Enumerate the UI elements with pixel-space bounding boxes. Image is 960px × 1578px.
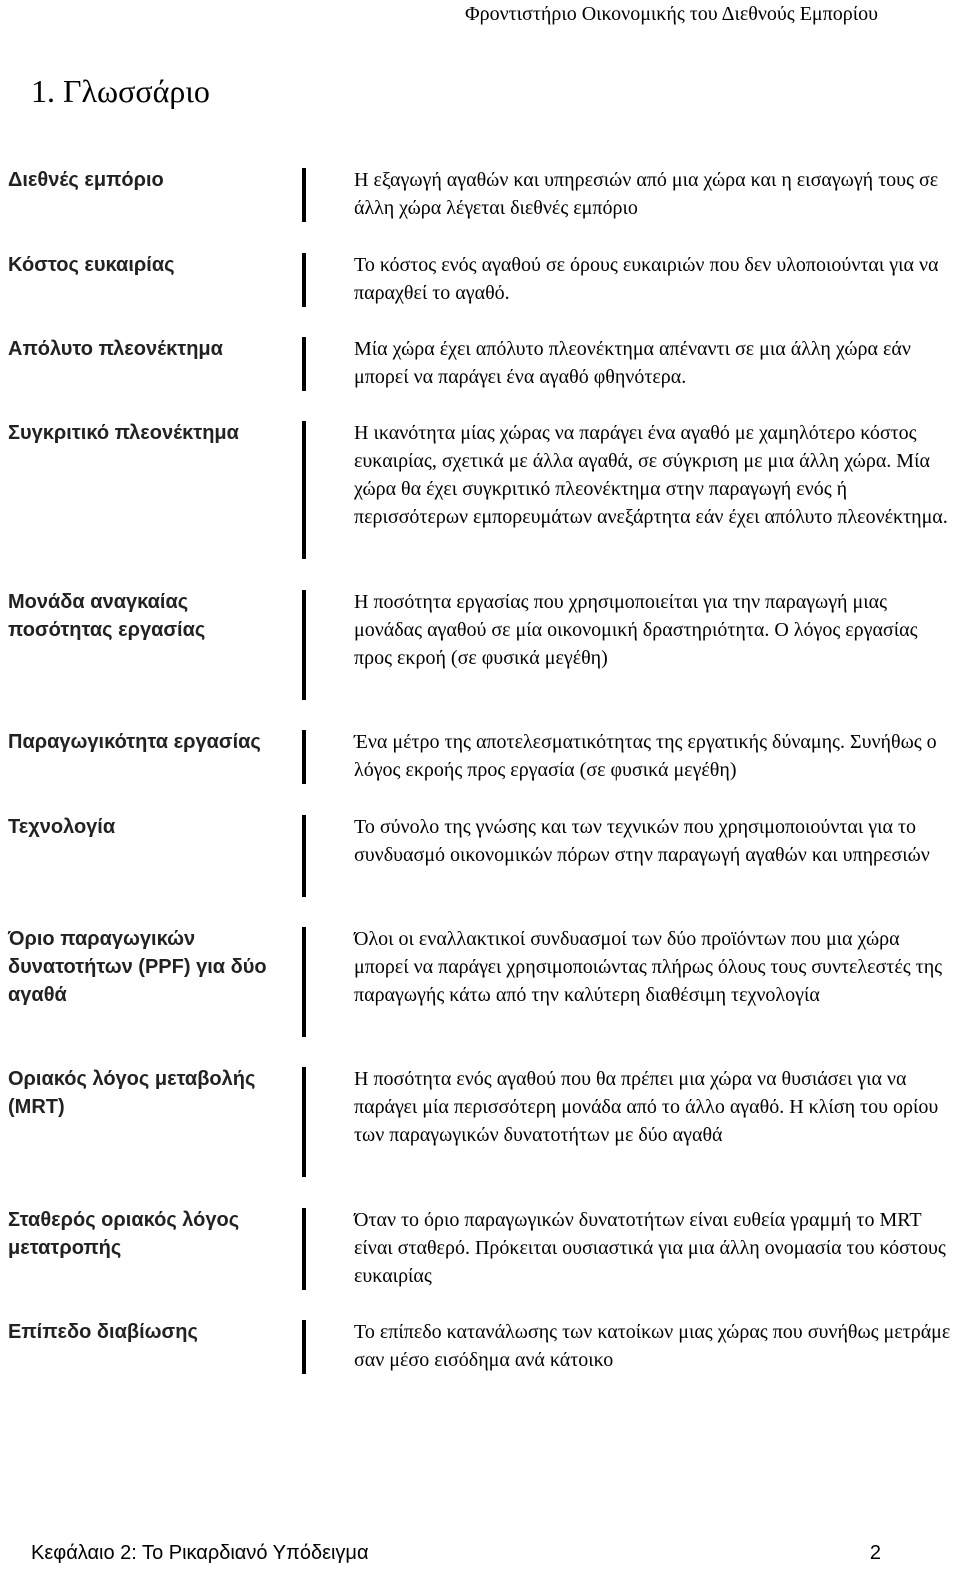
separator-bar: [302, 253, 306, 307]
page-number: 2: [869, 1542, 881, 1564]
separator-bar: [302, 168, 306, 222]
glossary-term: Συγκριτικό πλεονέκτημα: [8, 422, 239, 444]
glossary-term: Όριο παραγωγικών δυνατοτήτων (PPF) για δύο αγαθά: [8, 928, 267, 1006]
glossary-definition: Μία χώρα έχει απόλυτο πλεονέκτημα απέναντι σε μια άλλη χώρα εάν μπορεί να παράγει ένα αγαθό φθηνότερα.: [354, 338, 911, 388]
glossary-definition: Όταν το όριο παραγωγικών δυνατοτήτων είναι ευθεία γραμμή το MRT είναι σταθερό. Πρόκειται ουσιαστικά για μια άλλη ονομασία του κόστους ευκαιρίας: [354, 1209, 946, 1287]
page-header: Φροντιστήριο Οικονομικής του Διεθνούς Εμπορίου: [465, 3, 878, 25]
glossary-term: Απόλυτο πλεονέκτημα: [8, 338, 223, 360]
section-title: 1. Γλωσσάριο: [31, 73, 210, 109]
glossary-definition: Ένα μέτρο της αποτελεσματικότητας της εργατικής δύναμης. Συνήθως ο λόγος εκροής προς εργασία (σε φυσικά μεγέθη): [354, 731, 937, 781]
glossary-definition: Η ποσότητα εργασίας που χρησιμοποιείται για την παραγωγή μιας μονάδας αγαθού σε μία οικονομική δραστηριότητα. Ο λόγος εργασίας προς εκροή (σε φυσικά μεγέθη): [354, 591, 918, 669]
glossary-term: Παραγωγικότητα εργασίας: [8, 731, 261, 753]
glossary-definition: Το κόστος ενός αγαθού σε όρους ευκαιριών που δεν υλοποιούνται για να παραχθεί το αγαθό.: [354, 254, 939, 304]
separator-bar: [302, 730, 306, 784]
glossary-definition: Το σύνολο της γνώσης και των τεχνικών που χρησιμοποιούνται για το συνδυασμό οικονομικών πόρων στην παραγωγή αγαθών και υπηρεσιών: [354, 816, 930, 866]
glossary-definition: Η ικανότητα μίας χώρας να παράγει ένα αγαθό με χαμηλότερο κόστος ευκαιρίας, σχετικά με άλλα αγαθά, σε σύγκριση με μια άλλη χώρα. Μία χώρα θα έχει συγκριτικό πλεονέκτημα στην παραγωγή ενός ή περισσότερων εμπορευμάτων ανεξάρτητα εάν έχει απόλυτο πλεονέκτημα.: [354, 422, 948, 528]
separator-bar: [302, 1320, 306, 1374]
separator-bar: [302, 590, 306, 700]
glossary-term: Σταθερός οριακός λόγος μετατροπής: [8, 1209, 240, 1259]
glossary-definition: Όλοι οι εναλλακτικοί συνδυασμοί των δύο προϊόντων που μια χώρα μπορεί να παράγει χρησιμοποιώντας πλήρως όλους τους συντελεστές της παραγωγής κάτω από την καλύτερη διαθέσιμη τεχνολογία: [354, 928, 943, 1006]
footer-chapter: Κεφάλαιο 2: Το Ρικαρδιανό Υπόδειγμα: [31, 1542, 369, 1564]
glossary-definition: Το επίπεδο κατανάλωσης των κατοίκων μιας χώρας που συνήθως μετράμε σαν μέσο εισόδημα ανά κάτοικο: [354, 1321, 951, 1371]
separator-bar: [302, 927, 306, 1037]
separator-bar: [302, 1067, 306, 1177]
separator-bar: [302, 337, 306, 391]
glossary-term: Διεθνές εμπόριο: [8, 169, 164, 191]
glossary-term: Τεχνολογία: [8, 816, 116, 838]
glossary-term: Επίπεδο διαβίωσης: [8, 1321, 198, 1343]
separator-bar: [302, 815, 306, 897]
glossary-definition: Η εξαγωγή αγαθών και υπηρεσιών από μια χώρα και η εισαγωγή τους σε άλλη χώρα λέγεται διεθνές εμπόριο: [354, 169, 939, 219]
glossary-term: Οριακός λόγος μεταβολής (MRT): [8, 1068, 256, 1118]
glossary-term: Κόστος ευκαιρίας: [8, 254, 175, 276]
separator-bar: [302, 1208, 306, 1290]
glossary-definition: Η ποσότητα ενός αγαθού που θα πρέπει μια χώρα να θυσιάσει για να παράγει μία περισσότερη μονάδα από το άλλο αγαθό. Η κλίση του ορίου των παραγωγικών δυνατοτήτων με δύο αγαθά: [354, 1068, 939, 1146]
glossary-term: Μονάδα αναγκαίας ποσότητας εργασίας: [8, 591, 206, 641]
separator-bar: [302, 421, 306, 559]
